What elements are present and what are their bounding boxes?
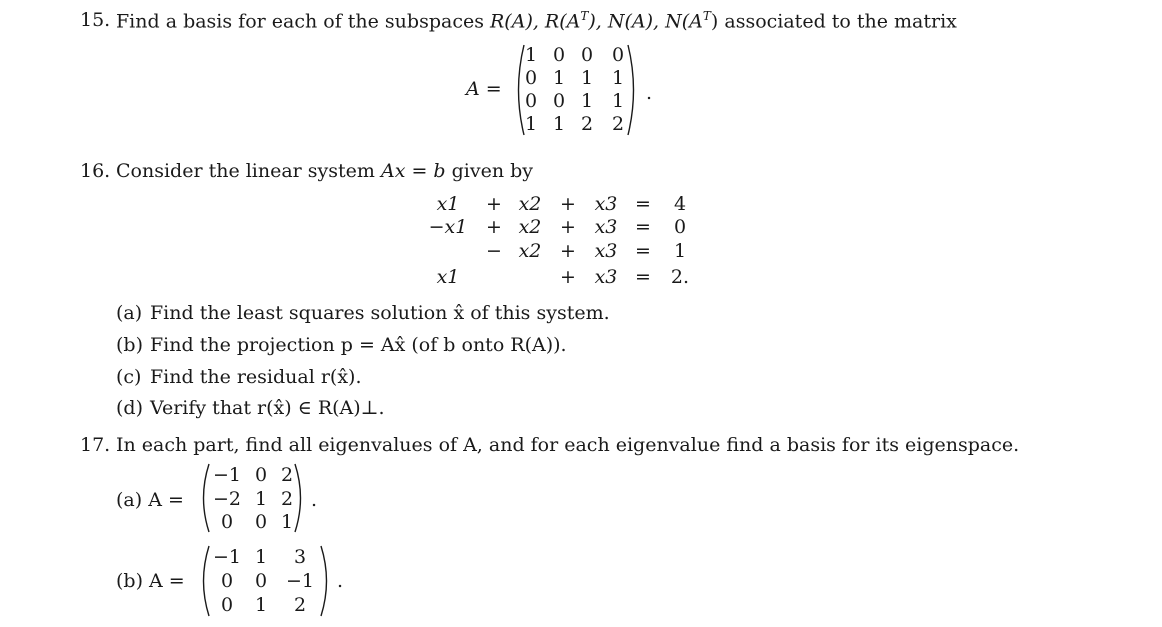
system-term: 4 xyxy=(673,193,687,215)
matrix-cell: 1 xyxy=(280,511,294,533)
problem-17-number: 17. xyxy=(80,434,111,456)
matrix-17a-period: . xyxy=(311,489,318,511)
problem-15-text-1: Find a basis for each of the subspaces xyxy=(116,10,490,33)
part-text: Find the residual r(x̂). xyxy=(150,366,362,388)
problem-15-number: 15. xyxy=(80,9,111,31)
matrix-cell: 1 xyxy=(524,44,538,66)
matrix-cell: 0 xyxy=(254,464,268,486)
matrix-cell: 1 xyxy=(552,67,566,89)
part-text: Find the least squares solution x̂ of this system. xyxy=(150,302,610,324)
system-term: + xyxy=(560,240,576,262)
system-term: 1 xyxy=(673,240,687,262)
part-label: (a) xyxy=(116,302,143,324)
system-term: x3 xyxy=(594,266,618,288)
problem-16-intro-d: given by xyxy=(445,160,534,182)
problem-16-intro-eq: Ax xyxy=(380,160,406,182)
matrix-cell: 1 xyxy=(254,546,268,568)
system-term: + xyxy=(560,266,576,288)
left-paren xyxy=(197,462,211,534)
matrix-cell: 2 xyxy=(293,594,307,616)
matrix-cell: 2 xyxy=(611,113,625,135)
matrix-cell: 0 xyxy=(254,570,268,592)
problem-15-sup-2: T xyxy=(702,9,711,23)
matrix-cell: 0 xyxy=(220,511,234,533)
matrix-cell: −1 xyxy=(212,546,241,568)
matrix-cell: 0 xyxy=(580,44,594,66)
system-term: x2 xyxy=(518,240,542,262)
matrix-cell: 1 xyxy=(254,488,268,510)
matrix-cell: 0 xyxy=(524,67,538,89)
matrix-cell: 2 xyxy=(280,488,294,510)
system-term: + xyxy=(486,216,502,238)
system-term: + xyxy=(486,193,502,215)
system-term: + xyxy=(560,216,576,238)
part-text: Verify that r(x̂) ∈ R(A)⊥. xyxy=(150,397,385,419)
system-term: = xyxy=(635,216,651,238)
matrix-cell: 0 xyxy=(611,44,625,66)
problem-15-statement xyxy=(116,9,957,32)
system-term: − xyxy=(486,240,502,262)
part-label: (d) xyxy=(116,397,143,419)
matrix-cell: 1 xyxy=(580,90,594,112)
matrix-cell: 3 xyxy=(293,546,307,568)
system-term: x3 xyxy=(594,240,618,262)
part-label: (c) xyxy=(116,366,142,388)
system-term: x2 xyxy=(518,193,542,215)
matrix-cell: −1 xyxy=(212,464,241,486)
system-term: x1 xyxy=(436,193,460,215)
matrix-a-15 xyxy=(512,43,640,137)
matrix-17b-period: . xyxy=(337,570,344,592)
matrix-cell: 1 xyxy=(580,67,594,89)
matrix-17a xyxy=(197,462,307,534)
matrix-cell: 0 xyxy=(220,594,234,616)
right-paren xyxy=(319,544,333,618)
problem-15-text-4: ) associated to the matrix xyxy=(710,10,957,33)
problem-16-intro-b: = xyxy=(405,160,434,182)
part-b-label: (b) A = xyxy=(116,570,185,592)
problem-16-intro-c: b xyxy=(433,160,446,182)
matrix-cell: 0 xyxy=(552,44,566,66)
matrix-cell: 0 xyxy=(552,90,566,112)
system-term: 0 xyxy=(673,216,687,238)
matrix-cell: 2 xyxy=(280,464,294,486)
system-term: x1 xyxy=(436,266,460,288)
matrix-17b xyxy=(197,544,333,618)
system-term: −x1 xyxy=(428,216,468,238)
system-term: x3 xyxy=(594,193,618,215)
matrix-cell: −2 xyxy=(212,488,241,510)
part-label: (b) xyxy=(116,334,143,356)
system-term: x3 xyxy=(594,216,618,238)
system-term: = xyxy=(635,266,651,288)
system-term: + xyxy=(560,193,576,215)
system-term: = xyxy=(635,240,651,262)
problem-15-text-3: ), N(A), N(A xyxy=(588,10,703,33)
matrix-cell: 0 xyxy=(524,90,538,112)
matrix-cell: 1 xyxy=(552,113,566,135)
problem-16-intro xyxy=(116,160,533,182)
matrix-cell: 1 xyxy=(611,67,625,89)
matrix-cell: 1 xyxy=(524,113,538,135)
matrix-a-label: A = xyxy=(466,78,502,100)
problem-15-sup-1: T xyxy=(580,9,589,23)
part-text: Find the projection p = Ax̂ (of b onto R(A)). xyxy=(150,334,567,356)
system-term: = xyxy=(635,193,651,215)
system-term: x2 xyxy=(518,216,542,238)
matrix-cell: 0 xyxy=(220,570,234,592)
problem-17-statement: In each part, find all eigenvalues of A, and for each eigenvalue find a basis for its eigenspace. xyxy=(116,434,1020,456)
part-a-label: (a) A = xyxy=(116,489,184,511)
matrix-cell: −1 xyxy=(285,570,314,592)
matrix-cell: 1 xyxy=(611,90,625,112)
problem-15-text-2: R(A), R(A xyxy=(490,10,581,33)
left-paren xyxy=(197,544,211,618)
problem-16-intro-a: Consider the linear system xyxy=(116,160,381,182)
problem-16-number: 16. xyxy=(80,160,111,182)
matrix-cell: 2 xyxy=(580,113,594,135)
matrix-cell: 0 xyxy=(254,511,268,533)
matrix-cell: 1 xyxy=(254,594,268,616)
system-term: 2. xyxy=(670,266,690,288)
matrix-a-15-period: . xyxy=(646,82,653,104)
